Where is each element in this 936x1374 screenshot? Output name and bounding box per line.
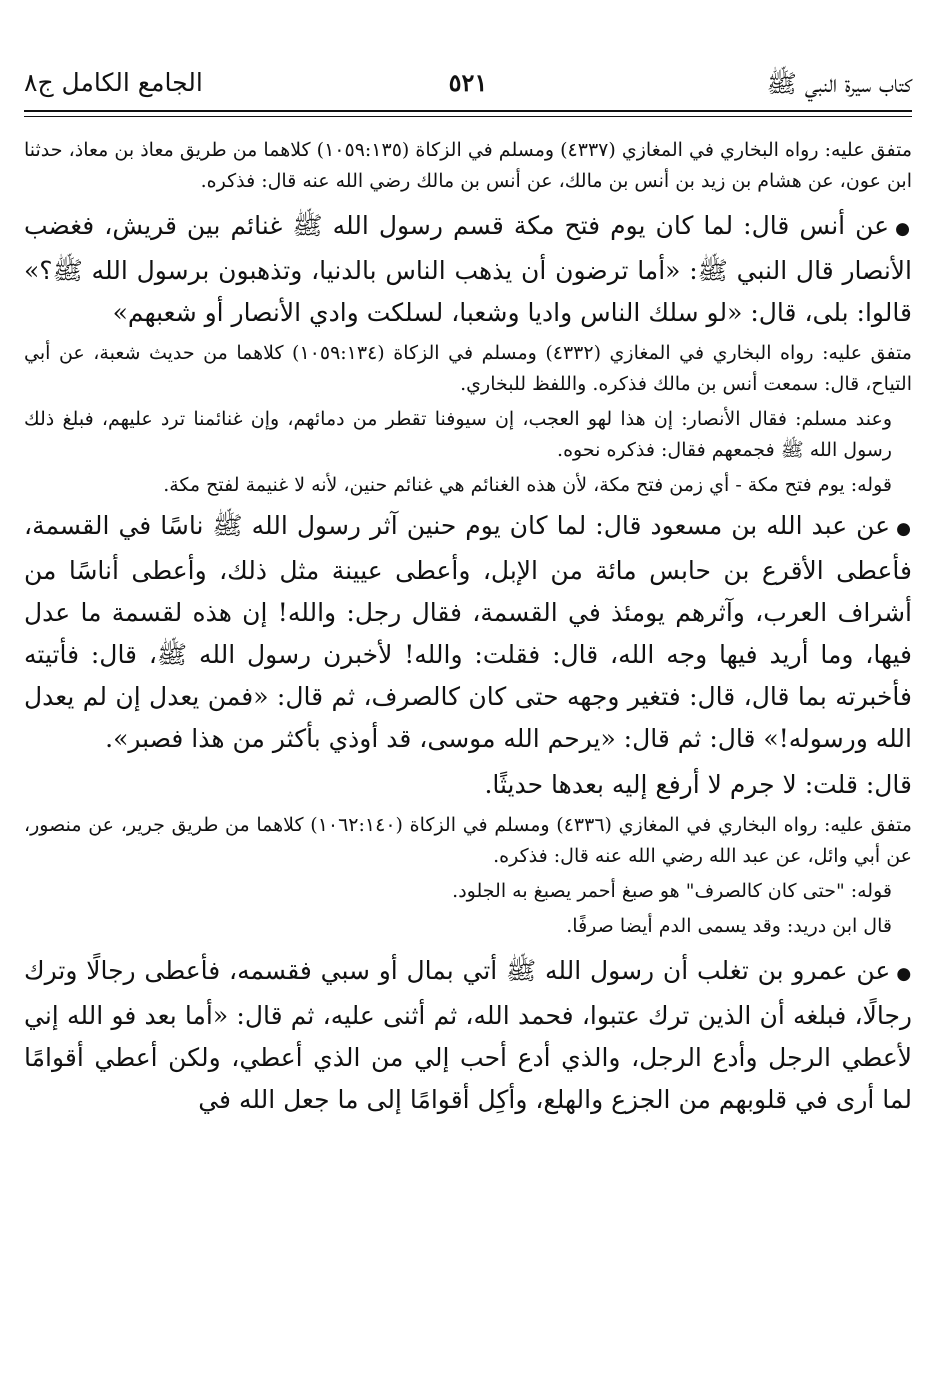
series-title: الجامع الكامل ج٨: [24, 68, 203, 97]
footnote-text: قال ابن دريد: وقد يسمى الدم أيضا صرفًا.: [566, 915, 892, 937]
page-header: [24, 62, 912, 114]
bullet-icon: ●: [896, 964, 912, 984]
header-rule-thick: [24, 110, 912, 112]
hadith-anas: [24, 205, 912, 334]
footnote-text: متفق عليه: رواه البخاري في المغازي (٤٣٣٧) ومسلم في الزكاة (١٠٥٩:١٣٥) كلاهما من طريق معاذ بن معاذ، حدثنا ابن عون، عن هشام بن زيد بن أنس بن مالك، عن أنس بن مالك رضي الله عنه قال: فذكره.: [24, 139, 912, 192]
footnote-takhrij-1: [24, 135, 912, 197]
hadith-text: قال: قلت: لا جرم لا أرفع إليه بعدها حديثًا.: [484, 770, 912, 799]
footnote-explanation-2: [24, 876, 912, 907]
bullet-icon: ●: [895, 219, 912, 239]
book-title: كتاب سيرة النبي ﷺ: [766, 69, 912, 98]
hadith-ibn-masud: [24, 505, 912, 760]
hadith-continuation: [24, 764, 912, 806]
footnote-takhrij-2: [24, 338, 912, 400]
hadith-text: عن أنس قال: لما كان يوم فتح مكة قسم رسول الله ﷺ غنائم بين قريش، فغضب الأنصار قال النبي ﷺ: «أما ترضون أن يذهب الناس بالدنيا، وتذهبون برسول الله ﷺ؟» قالوا: بلى، قال: «لو سلك الناس واديا وشعبا، لسلكت وادي الأنصار أو شعبهم»: [24, 211, 912, 327]
footnote-muslim-wording: [24, 404, 912, 466]
hadith-amr-ibn-taghlib: [24, 950, 912, 1121]
page-body: [24, 135, 912, 1125]
hadith-text: عن عمرو بن تغلب أن رسول الله ﷺ أتي بمال أو سبي فقسمه، فأعطى رجالًا وترك رجالًا، فبلغه أن الذين ترك عتبوا، فحمد الله، ثم أثنى عليه، ثم قال: «أما بعد فو الله إني لأعطي الرجل وأدع الرجل، والذي أدع أحب إلي من الذي أعطي، ولكن أعطي أقوامًا لما أرى في قلوبهم من الجزع والهلع، وأكِل أقوامًا إلى ما جعل الله في: [24, 956, 912, 1114]
header-rule-thin: [24, 116, 912, 117]
footnote-text: متفق عليه: رواه البخاري في المغازي (٤٣٣٦) ومسلم في الزكاة (١٠٦٢:١٤٠) كلاهما من طريق جرير، عن منصور، عن أبي وائل، عن عبد الله رضي الله عنه قال: فذكره.: [24, 814, 912, 867]
footnote-takhrij-3: [24, 810, 912, 872]
footnote-explanation-1: [24, 470, 912, 501]
hadith-text: عن عبد الله بن مسعود قال: لما كان يوم حنين آثر رسول الله ﷺ ناسًا في القسمة، فأعطى الأقرع بن حابس مائة من الإبل، وأعطى عيينة مثل ذلك، وأعطى أناسًا من أشراف العرب، وآثرهم يومئذ في القسمة، فقال رجل: والله! إن هذه لقسمة ما عدل فيها، وما أريد فيها وجه الله، قال: فقلت: والله! لأخبرن رسول الله ﷺ، قال: فأتيته فأخبرته بما قال، قال: فتغير وجهه حتى كان كالصرف، ثم قال: «فمن يعدل إن لم يعدل الله ورسوله!» قال: ثم قال: «يرحم الله موسى، قد أوذي بأكثر من هذا فصبر».: [24, 511, 912, 753]
footnote-text: وعند مسلم: فقال الأنصار: إن هذا لهو العجب، إن سيوفنا تقطر من دمائهم، وإن غنائمنا ترد عليهم، فبلغ ذلك رسول الله ﷺ فجمعهم فقال: فذكره نحوه.: [24, 408, 892, 461]
footnote-text: قوله: "حتى كان كالصرف" هو صبغ أحمر يصبغ به الجلود.: [452, 880, 892, 902]
footnote-ibn-durayd: [24, 911, 912, 942]
footnote-text: قوله: يوم فتح مكة - أي زمن فتح مكة، لأن هذه الغنائم هي غنائم حنين، لأنه لا غنيمة لفتح مكة.: [163, 474, 892, 496]
footnote-text: متفق عليه: رواه البخاري في المغازي (٤٣٣٢) ومسلم في الزكاة (١٠٥٩:١٣٤) كلاهما من حديث شعبة، عن أبي التياح، قال: سمعت أنس بن مالك فذكره. واللفظ للبخاري.: [24, 342, 912, 395]
page-number: ٥٢١: [448, 68, 488, 97]
bullet-icon: ●: [896, 519, 912, 539]
